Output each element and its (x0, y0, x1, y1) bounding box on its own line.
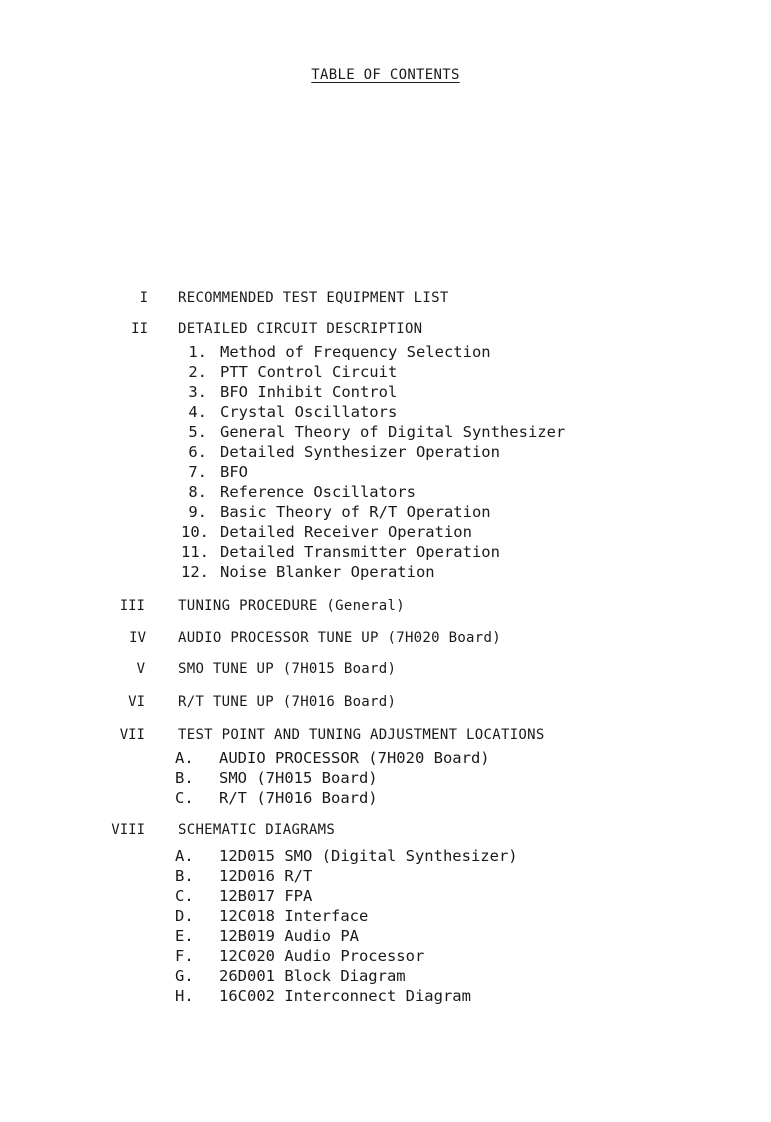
item-letter: F. (175, 947, 194, 965)
item-label: Detailed Synthesizer Operation (220, 443, 500, 461)
section-numeral: III (119, 598, 145, 614)
item-letter: A. (175, 847, 194, 865)
item-label: R/T (7H016 Board) (219, 789, 378, 807)
section-title: AUDIO PROCESSOR TUNE UP (7H020 Board) (178, 630, 501, 646)
item-label: BFO Inhibit Control (220, 383, 398, 401)
section-numeral: VII (119, 727, 145, 743)
item-label: 16C002 Interconnect Diagram (219, 987, 471, 1005)
item-number: 6. (188, 443, 207, 461)
item-letter: E. (175, 927, 194, 945)
section-title: R/T TUNE UP (7H016 Board) (178, 694, 397, 710)
section-numeral: I (139, 290, 148, 306)
item-label: SMO (7H015 Board) (219, 769, 378, 787)
item-label: 26D001 Block Diagram (219, 967, 406, 985)
item-label: 12B019 Audio PA (219, 927, 359, 945)
item-label: 12C018 Interface (219, 907, 369, 925)
item-letter: H. (175, 987, 194, 1005)
item-letter: D. (175, 907, 194, 925)
item-letter: B. (175, 867, 194, 885)
item-label: 12D016 R/T (219, 867, 313, 885)
item-number: 5. (188, 423, 207, 441)
item-number: 3. (188, 383, 207, 401)
item-label: AUDIO PROCESSOR (7H020 Board) (219, 749, 490, 767)
item-label: Noise Blanker Operation (220, 563, 435, 581)
section-title: TUNING PROCEDURE (General) (178, 598, 405, 614)
item-label: Crystal Oscillators (220, 403, 398, 421)
item-letter: C. (175, 887, 194, 905)
item-number: 9. (188, 503, 207, 521)
item-number: 2. (188, 363, 207, 381)
item-label: Basic Theory of R/T Operation (220, 503, 491, 521)
section-numeral: VIII (111, 822, 145, 838)
section-title: RECOMMENDED TEST EQUIPMENT LIST (178, 290, 449, 306)
item-number: 12. (181, 563, 209, 581)
page-title: TABLE OF CONTENTS (311, 67, 460, 83)
section-title: SCHEMATIC DIAGRAMS (178, 822, 336, 838)
item-label: General Theory of Digital Synthesizer (220, 423, 566, 441)
item-label: 12B017 FPA (219, 887, 313, 905)
section-title: DETAILED CIRCUIT DESCRIPTION (178, 321, 423, 337)
item-label: BFO (220, 463, 248, 481)
section-title: TEST POINT AND TUNING ADJUSTMENT LOCATIONS (178, 727, 545, 743)
item-label: 12D015 SMO (Digital Synthesizer) (219, 847, 518, 865)
item-label: Reference Oscillators (220, 483, 416, 501)
section-numeral: IV (129, 630, 146, 646)
item-letter: G. (175, 967, 194, 985)
section-numeral: V (136, 661, 145, 677)
item-label: Detailed Receiver Operation (220, 523, 472, 541)
item-number: 11. (181, 543, 209, 561)
item-number: 10. (181, 523, 209, 541)
item-number: 1. (188, 343, 207, 361)
item-letter: B. (175, 769, 194, 787)
item-letter: C. (175, 789, 194, 807)
item-label: Method of Frequency Selection (220, 343, 491, 361)
item-label: 12C020 Audio Processor (219, 947, 425, 965)
section-numeral: VI (128, 694, 145, 710)
item-letter: A. (175, 749, 194, 767)
item-number: 7. (188, 463, 207, 481)
section-title: SMO TUNE UP (7H015 Board) (178, 661, 397, 677)
item-number: 4. (188, 403, 207, 421)
item-label: Detailed Transmitter Operation (220, 543, 500, 561)
section-numeral: II (131, 321, 148, 337)
item-number: 8. (188, 483, 207, 501)
item-label: PTT Control Circuit (220, 363, 398, 381)
